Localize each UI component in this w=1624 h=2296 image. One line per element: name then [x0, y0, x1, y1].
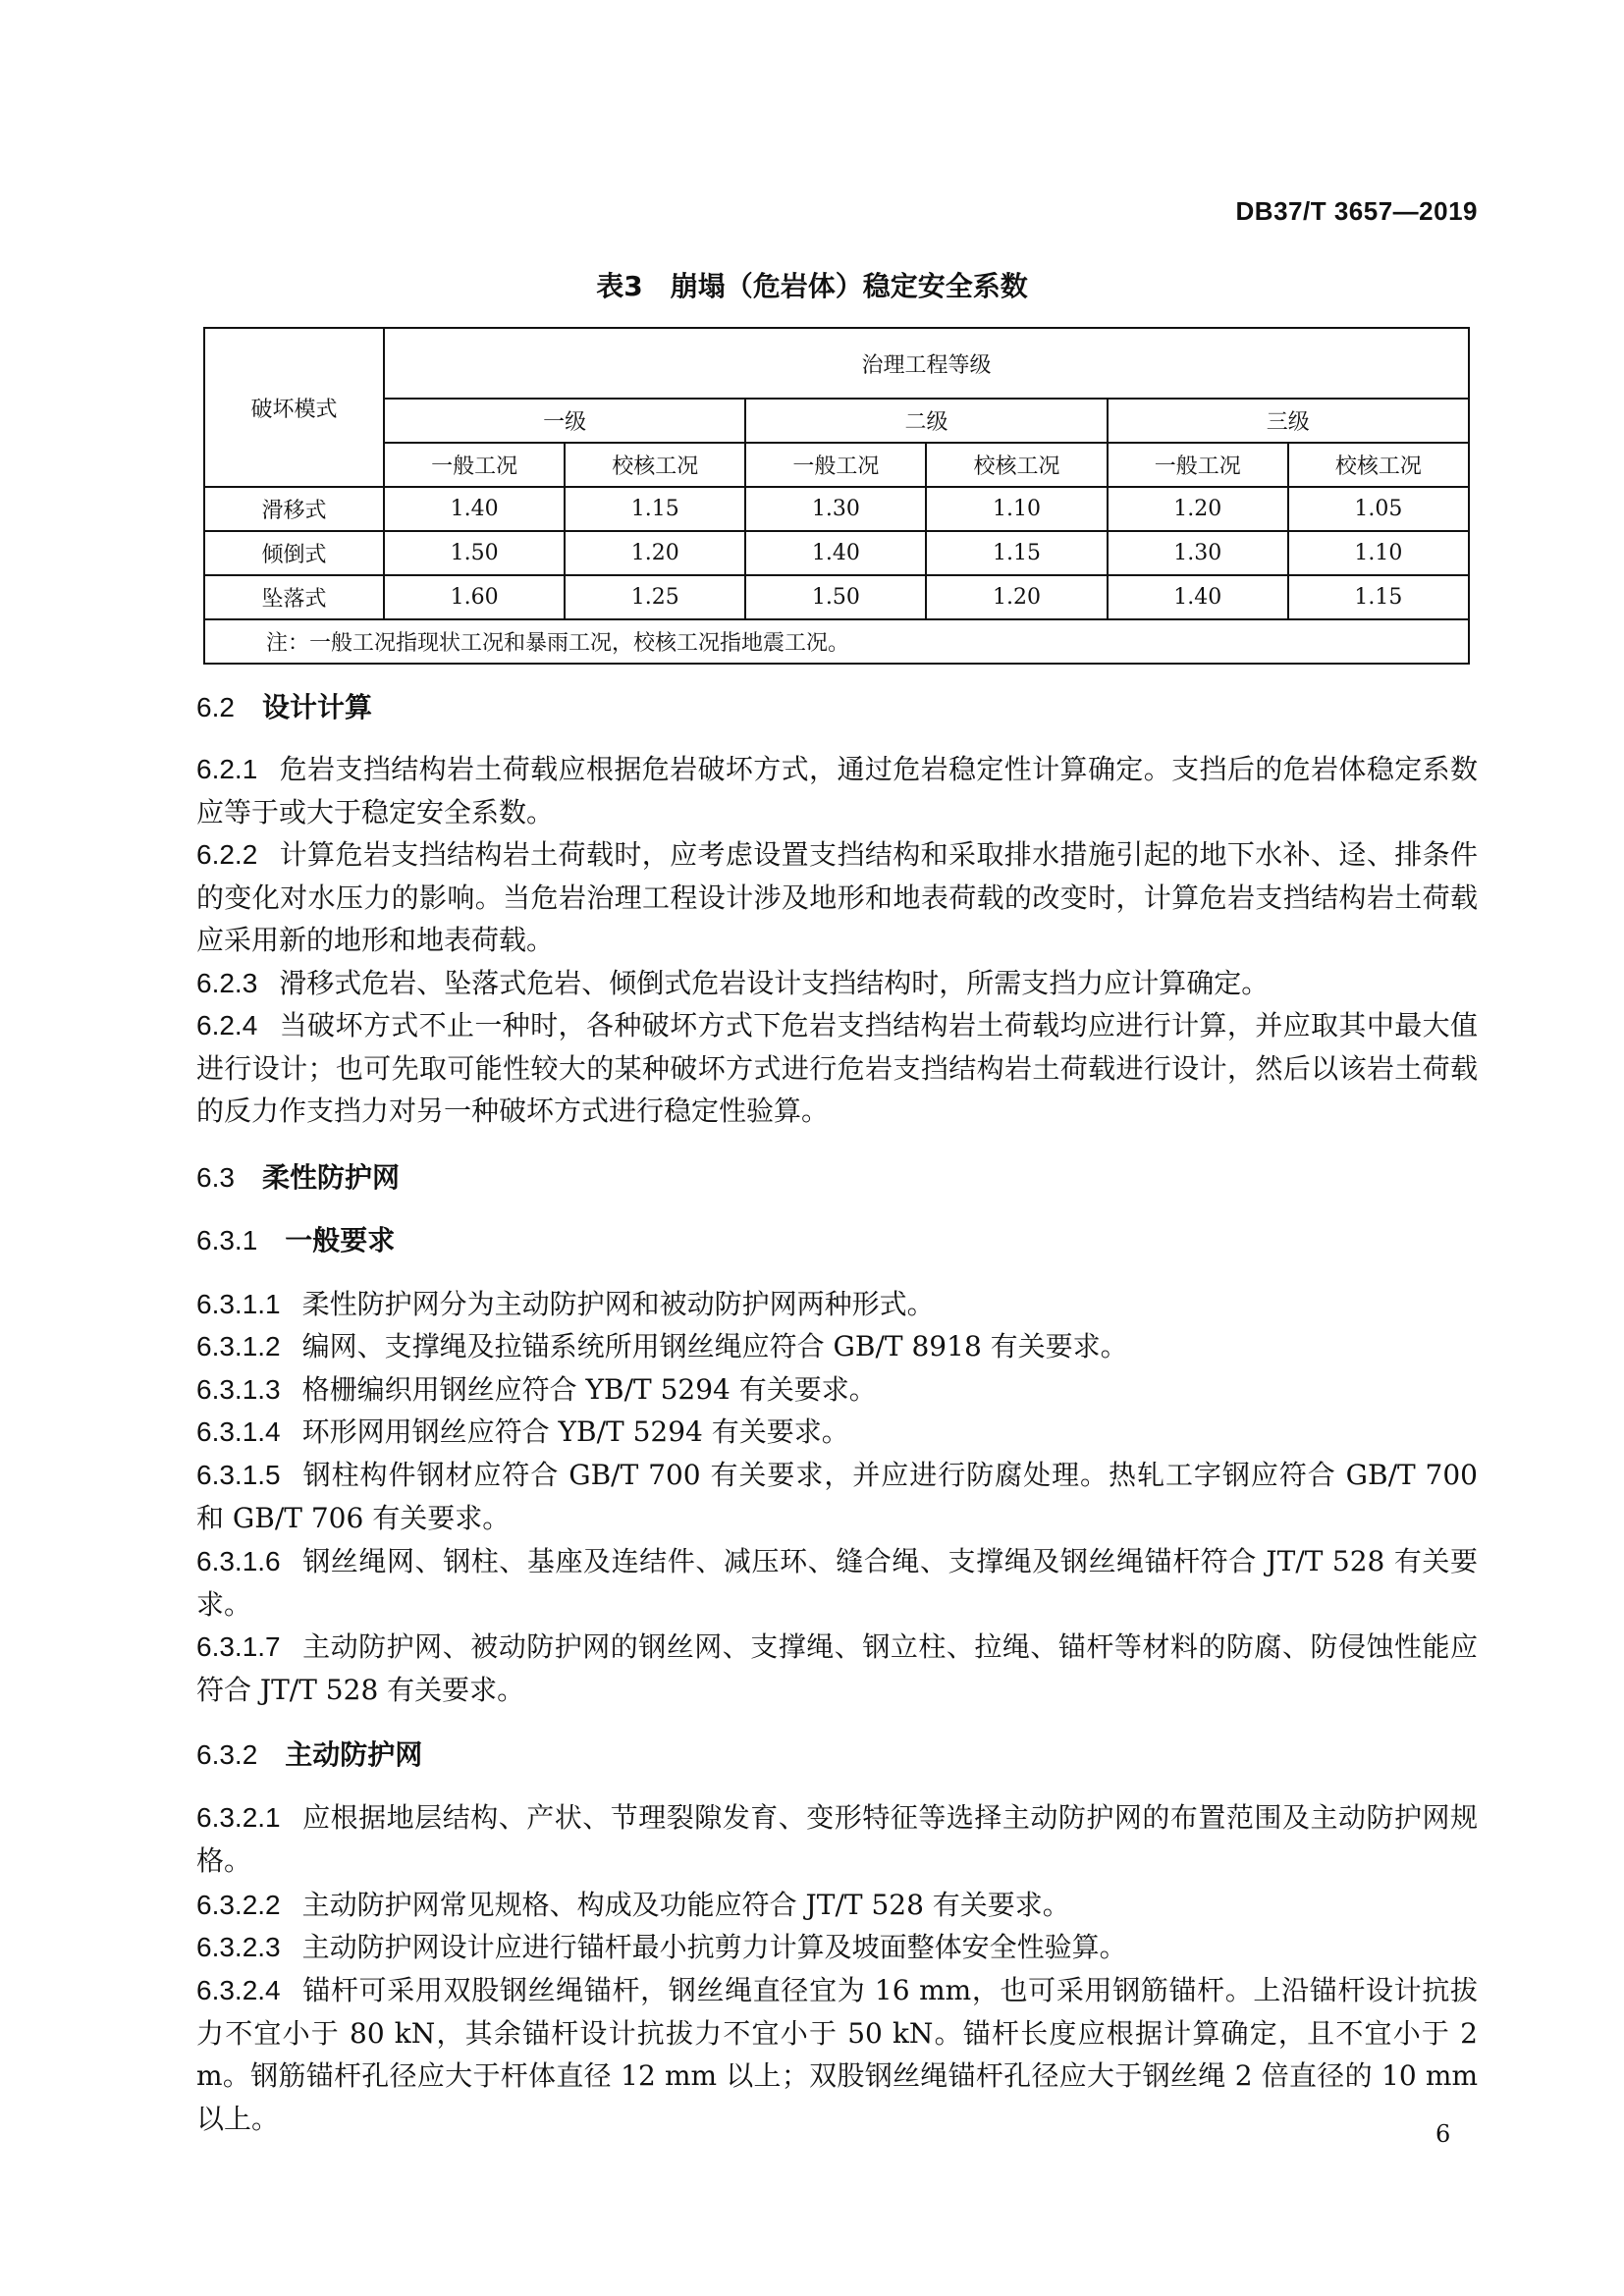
safety-factor-cell: 1.30 [1108, 531, 1288, 575]
page-number: 6 [1435, 2120, 1451, 2148]
safety-factor-cell: 1.20 [565, 531, 745, 575]
clause-number: 6.3.1.1 [196, 1289, 281, 1319]
clause-paragraph [196, 1969, 1478, 2140]
safety-factor-cell: 1.05 [1288, 487, 1469, 531]
condition-header: 校核工况 [1288, 443, 1469, 487]
safety-factor-cell: 1.20 [926, 575, 1107, 619]
table-row [204, 531, 1469, 575]
clause-number: 6.3.1.3 [196, 1374, 281, 1405]
row-header: 破坏模式 [204, 328, 384, 487]
clause-number: 6.3.1 [196, 1225, 258, 1255]
clause-paragraph [196, 833, 1478, 962]
safety-factor-cell: 1.15 [1288, 575, 1469, 619]
clause-number: 6.3.1.5 [196, 1460, 281, 1490]
safety-factor-cell: 1.50 [745, 575, 926, 619]
table-note: 注：一般工况指现状工况和暴雨工况，校核工况指地震工况。 [204, 619, 1469, 664]
clause-number: 6.2.2 [196, 839, 258, 870]
clause-paragraph [196, 1926, 1478, 1969]
table-row [204, 487, 1469, 531]
clause-text: 主动防护网设计应进行锚杆最小抗剪力计算及坡面整体安全性验算。 [301, 1931, 1127, 1963]
clause-number: 6.3.1.7 [196, 1631, 281, 1662]
clause-paragraph [196, 1411, 1478, 1454]
clause-paragraph [196, 1004, 1478, 1133]
condition-header: 校核工况 [926, 443, 1107, 487]
group-header: 治理工程等级 [384, 328, 1469, 399]
safety-factor-cell: 1.30 [745, 487, 926, 531]
clause-paragraph [196, 1540, 1478, 1626]
clause-paragraph [196, 1626, 1478, 1711]
clause-text: 柔性防护网 [261, 1161, 400, 1194]
clause-number: 6.2 [196, 692, 235, 722]
clause-number: 6.3.2.1 [196, 1802, 281, 1833]
section-heading [196, 686, 1478, 729]
failure-mode-cell: 滑移式 [204, 487, 384, 531]
clause-text: 钢柱构件钢材应符合 GB/T 700 有关要求，并应进行防腐处理。热轧工字钢应符合 GB/T 700 和 GB/T 706 有关要求。 [196, 1459, 1478, 1534]
clause-text: 计算危岩支挡结构岩土荷载时，应考虑设置支挡结构和采取排水措施引起的地下水补、迳、排条件的变化对水压力的影响。当危岩治理工程设计涉及地形和地表荷载的改变时，计算危岩支挡结构岩土荷载应采用新的地形和地表荷载。 [196, 838, 1478, 956]
condition-header: 一般工况 [1108, 443, 1288, 487]
clause-number: 6.2.4 [196, 1010, 258, 1041]
clause-paragraph [196, 748, 1478, 833]
clause-text: 危岩支挡结构岩土荷载应根据危岩破坏方式，通过危岩稳定性计算确定。支挡后的危岩体稳定系数应等于或大于稳定安全系数。 [196, 753, 1478, 828]
safety-factor-cell: 1.20 [1108, 487, 1288, 531]
clause-number: 6.3.2.4 [196, 1975, 281, 2005]
clause-text: 主动防护网 [285, 1738, 423, 1771]
safety-factor-cell: 1.40 [745, 531, 926, 575]
clause-paragraph [196, 1884, 1478, 1927]
clause-text: 主动防护网常见规格、构成及功能应符合 JT/T 528 有关要求。 [301, 1889, 1070, 1921]
clause-paragraph [196, 1368, 1478, 1412]
condition-header: 校核工况 [565, 443, 745, 487]
clause-paragraph [196, 1796, 1478, 1882]
level-header: 二级 [745, 399, 1107, 443]
safety-factor-cell: 1.40 [384, 487, 565, 531]
clause-number: 6.3.1.6 [196, 1546, 281, 1576]
safety-factor-cell: 1.15 [565, 487, 745, 531]
clause-paragraph [196, 1454, 1478, 1539]
clause-paragraph [196, 1325, 1478, 1368]
safety-factor-cell: 1.60 [384, 575, 565, 619]
level-header: 一级 [384, 399, 745, 443]
safety-factor-cell: 1.10 [1288, 531, 1469, 575]
clause-number: 6.3.2 [196, 1739, 258, 1770]
condition-header: 一般工况 [745, 443, 926, 487]
safety-factor-table [203, 327, 1470, 665]
table-row [204, 575, 1469, 619]
clause-text: 当破坏方式不止一种时，各种破坏方式下危岩支挡结构岩土荷载均应进行计算，并应取其中最大值进行设计；也可先取可能性较大的某种破坏方式进行危岩支挡结构岩土荷载进行设计，然后以该岩土荷载的反力作支挡力对另一种破坏方式进行稳定性验算。 [196, 1009, 1478, 1127]
clause-text: 格栅编织用钢丝应符合 YB/T 5294 有关要求。 [301, 1373, 877, 1406]
clause-text: 柔性防护网分为主动防护网和被动防护网两种形式。 [301, 1288, 935, 1320]
clause-number: 6.2.1 [196, 754, 258, 784]
clause-text: 钢丝绳网、钢柱、基座及连结件、减压环、缝合绳、支撑绳及钢丝绳锚杆符合 JT/T 528 有关要求。 [196, 1545, 1478, 1621]
clause-text: 编网、支撑绳及拉锚系统所用钢丝绳应符合 GB/T 8918 有关要求。 [301, 1330, 1128, 1362]
clause-number: 6.3.2.3 [196, 1932, 281, 1962]
clause-paragraph [196, 962, 1478, 1005]
clause-number: 6.3 [196, 1162, 235, 1193]
clause-number: 6.2.3 [196, 968, 258, 998]
safety-factor-cell: 1.40 [1108, 575, 1288, 619]
section-heading [196, 1156, 1478, 1200]
failure-mode-cell: 坠落式 [204, 575, 384, 619]
clause-number: 6.3.1.4 [196, 1416, 281, 1447]
clause-text: 滑移式危岩、坠落式危岩、倾倒式危岩设计支挡结构时，所需支挡力应计算确定。 [279, 967, 1270, 999]
failure-mode-cell: 倾倒式 [204, 531, 384, 575]
safety-factor-cell: 1.10 [926, 487, 1107, 531]
clause-text: 设计计算 [261, 691, 372, 723]
clause-text: 主动防护网、被动防护网的钢丝网、支撑绳、钢立柱、拉绳、锚杆等材料的防腐、防侵蚀性能应符合 JT/T 528 有关要求。 [196, 1630, 1478, 1706]
safety-factor-cell: 1.25 [565, 575, 745, 619]
table-title: 表3 崩塌（危岩体）稳定安全系数 [596, 270, 1028, 302]
document-code-header: DB37/T 3657—2019 [1235, 196, 1478, 226]
clause-text: 锚杆可采用双股钢丝绳锚杆，钢丝绳直径宜为 16 mm，也可采用钢筋锚杆。上沿锚杆设计抗拔力不宜小于 80 kN，其余锚杆设计抗拔力不宜小于 50 kN。锚杆长度应根据计算确定，且不宜小于 2 m。钢筋锚杆孔径应大于杆体直径 12 mm 以上；双股钢丝绳锚杆孔径应大于钢丝绳 2 倍直径的 10 mm 以上。 [196, 1974, 1478, 2135]
clause-text: 环形网用钢丝应符合 YB/T 5294 有关要求。 [301, 1415, 849, 1448]
clause-number: 6.3.2.2 [196, 1890, 281, 1920]
clause-paragraph [196, 1283, 1478, 1326]
clause-number: 6.3.1.2 [196, 1331, 281, 1362]
level-header: 三级 [1108, 399, 1469, 443]
condition-header: 一般工况 [384, 443, 565, 487]
section-heading [196, 1734, 1478, 1777]
clause-text: 一般要求 [285, 1224, 396, 1256]
safety-factor-cell: 1.15 [926, 531, 1107, 575]
clause-text: 应根据地层结构、产状、节理裂隙发育、变形特征等选择主动防护网的布置范围及主动防护网规格。 [196, 1801, 1478, 1877]
section-heading [196, 1219, 1478, 1262]
safety-factor-cell: 1.50 [384, 531, 565, 575]
